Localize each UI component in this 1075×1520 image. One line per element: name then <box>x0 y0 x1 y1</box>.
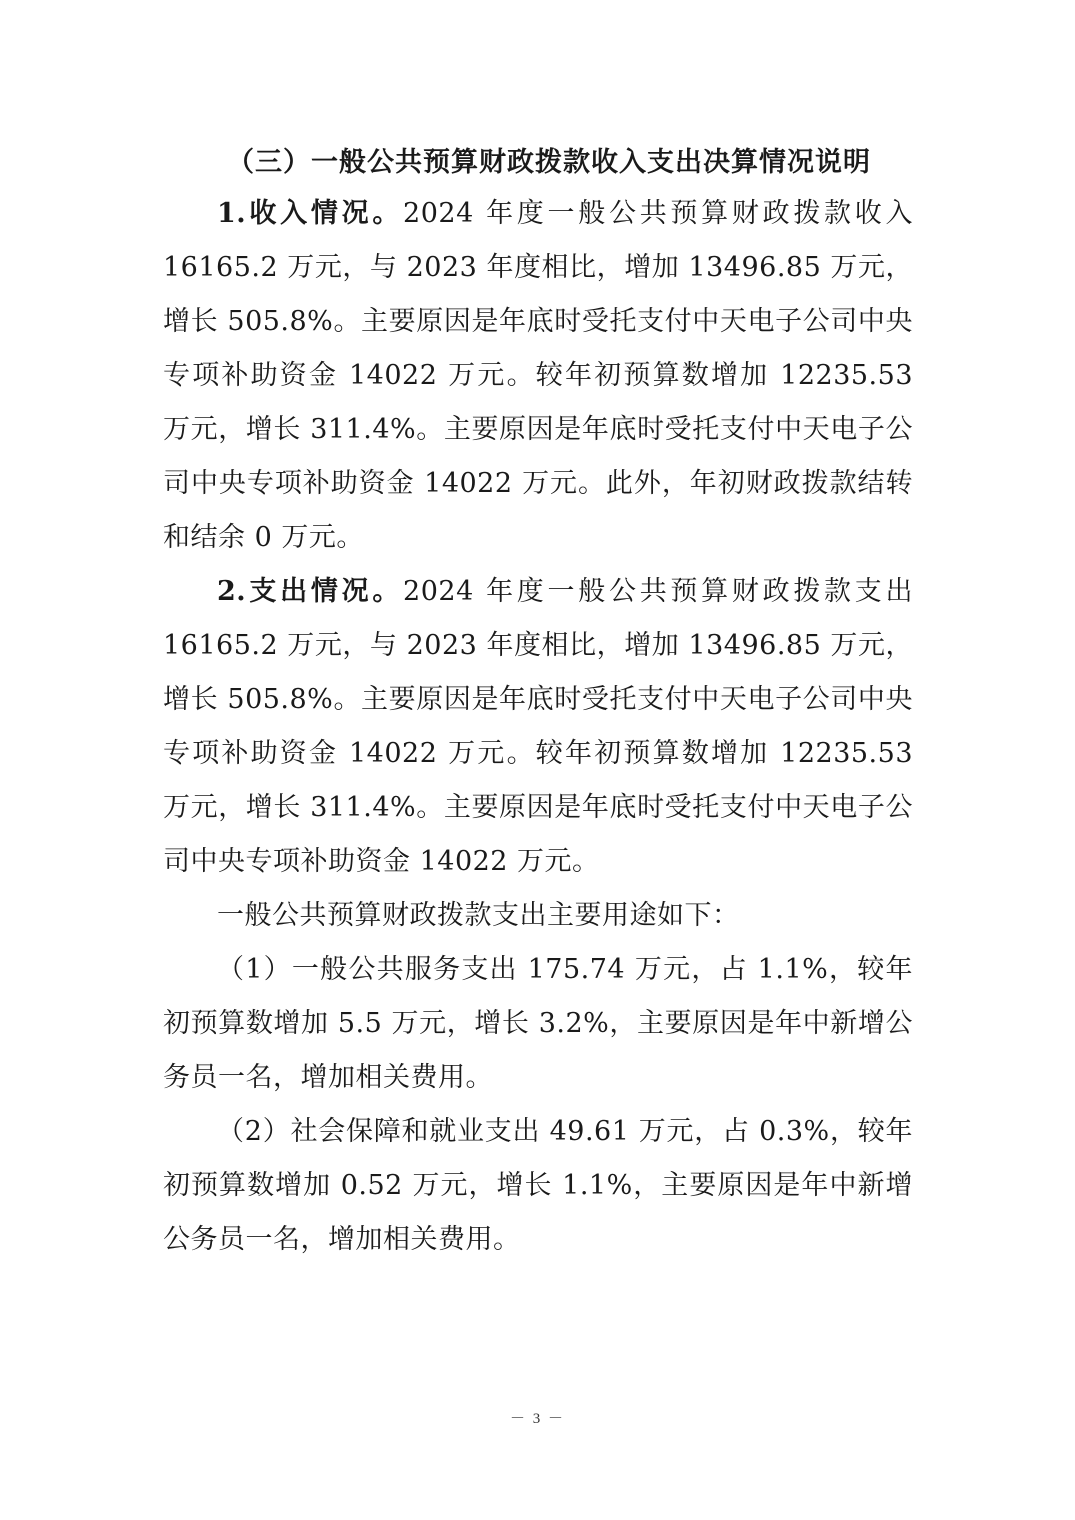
use-item-2: （2）社会保障和就业支出 49.61 万元，占 0.3%，较年初预算数增加 0.52 万元，增长 1.1%，主要原因是年中新增公务员一名，增加相关费用。 <box>163 1116 913 1255</box>
income-paragraph <box>163 187 913 565</box>
income-lead: 1.收入情况。 <box>217 198 404 229</box>
expenditure-paragraph <box>163 565 913 889</box>
uses-intro: 一般公共预算财政拨款支出主要用途如下： <box>217 900 740 931</box>
expenditure-text: 2024 年度一般公共预算财政拨款支出 16165.2 万元，与 2023 年度相比，增加 13496.85 万元，增长 505.8%。主要原因是年底时受托支付中天电子公司中央专项补助资金 14022 万元。较年初预算数增加 12235.53 万元，增长 311.4%。主要原因是年底时受托支付中天电子公司中央专项补助资金 14022 万元。 <box>163 576 914 877</box>
income-text: 2024 年度一般公共预算财政拨款收入 16165.2 万元，与 2023 年度相比，增加 13496.85 万元，增长 505.8%。主要原因是年底时受托支付中天电子公司中央专项补助资金 14022 万元。较年初预算数增加 12235.53 万元，增长 311.4%。主要原因是年底时受托支付中天电子公司中央专项补助资金 14022 万元。此外，年初财政拨款结转和结余 0 万元。 <box>163 198 914 553</box>
expenditure-lead: 2.支出情况。 <box>217 576 404 607</box>
page-number: － 3 － <box>509 1411 565 1427</box>
section-heading: （三）一般公共预算财政拨款收入支出决算情况说明 <box>227 147 871 178</box>
use-item-1: （1）一般公共服务支出 175.74 万元，占 1.1%，较年初预算数增加 5.5 万元，增长 3.2%，主要原因是年中新增公务员一名，增加相关费用。 <box>163 954 913 1093</box>
document-body <box>163 139 913 1267</box>
